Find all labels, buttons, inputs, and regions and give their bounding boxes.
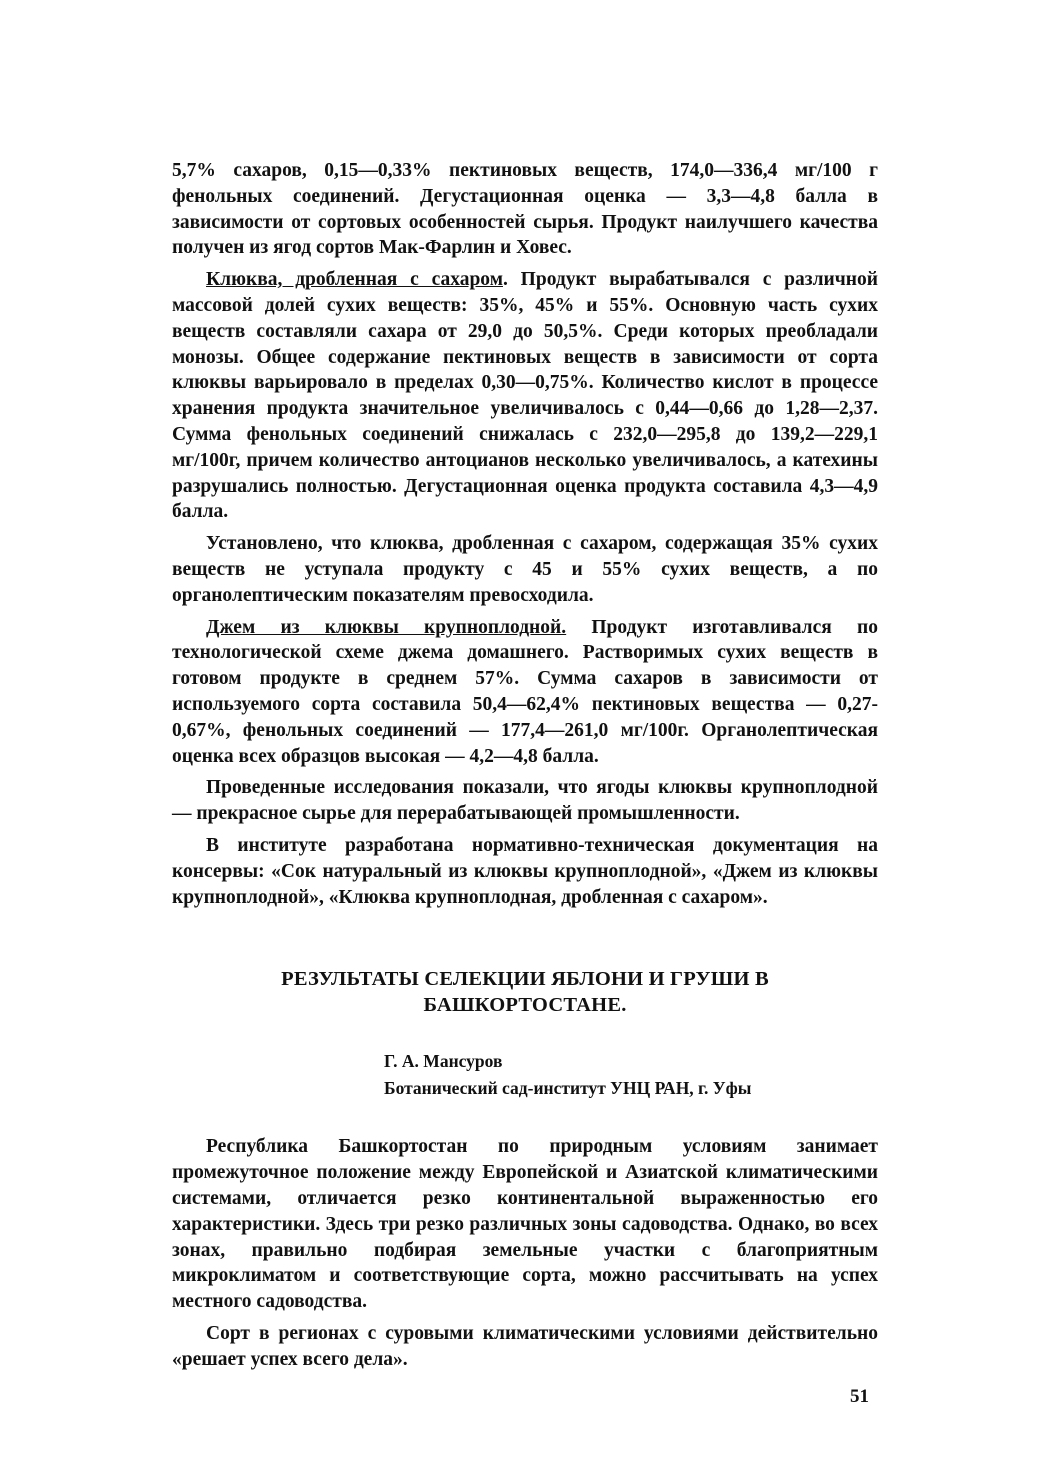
page-number: 51	[850, 1386, 869, 1407]
article-body	[172, 1134, 878, 1372]
article-title-line-1: РЕЗУЛЬТАТЫ СЕЛЕКЦИИ ЯБЛОНИ И ГРУШИ В	[281, 968, 769, 991]
article-paragraph-2: Сорт в регионах с суровыми климатическими условиями действительно «решает успех всего дела».	[172, 1322, 878, 1370]
article-paragraph-1: Республика Башкортостан по природным условиям занимает промежуточное положение между Европейской и Азиатской климатическими системами, отличается резко континентальной выраженностью его характеристики. Здесь три резко различных зоны садоводства. Однако, во всех зонах, правильно подбирая земельные участки с благоприятным микроклиматом и соответствующие сорта, можно рассчитывать на успех местного садоводства.	[172, 1136, 878, 1313]
paragraph-top-3	[172, 531, 878, 608]
paragraph-top-1	[172, 158, 878, 261]
paragraph-top-5	[172, 775, 878, 827]
paragraph-text: Установлено, что клюква, дробленная с сахаром, содержащая 35% сухих веществ не уступала продукту с 45 и 55% сухих веществ, а по органолептическим показателям превосходила.	[172, 533, 878, 606]
page-content	[172, 158, 878, 1372]
paragraph-text: Проведенные исследования показали, что ягоды клюквы крупноплодной — прекрасное сырье для перерабатывающей промышленности.	[172, 777, 878, 825]
paragraph-top-2	[172, 267, 878, 525]
author-block	[172, 1048, 878, 1102]
underlined-heading: Джем из клюквы крупноплодной.	[206, 616, 567, 638]
paragraph-top-4	[172, 615, 878, 770]
underlined-heading: Клюква, дробленная с сахаром	[206, 269, 503, 291]
paragraph-top-6	[172, 833, 878, 910]
paragraph-text: 5,7% сахаров, 0,15—0,33% пектиновых веществ, 174,0—336,4 мг/100 г фенольных соединений. Дегустационная оценка — 3,3—4,8 балла в зависимости от сортовых особенностей сырья. Продукт наилучшего качества получен из ягод сортов Мак-Фарлин и Ховес.	[172, 160, 878, 259]
paragraph-text: . Продукт вырабатывался с различной массовой долей сухих веществ: 35%, 45% и 55%. Основную часть сухих веществ составляли сахара от 29,0 до 50,5%. Среди которых преобладали монозы. Общее содержание пектиновых веществ в зависимости от сорта клюквы варьировало в пределах 0,30—0,75%. Количество кислот в процессе хранения продукта значительное увеличивалось с 0,44—0,66 до 1,28—2,37. Сумма фенольных соединений снижалась с 232,0—295,8 до 139,2—229,1 мг/100г, причем количество антоцианов несколько увеличивалось, а катехины разрушались полностью. Дегустационная оценка продукта составила 4,3—4,9 балла.	[172, 269, 879, 523]
paragraph-text: В институте разработана нормативно-техническая документация на консервы: «Сок натуральный из клюквы крупноплодной», «Джем из клюквы крупноплодной», «Клюква крупноплодная, дробленная с сахаром».	[172, 834, 878, 908]
article-title	[172, 966, 878, 1018]
author-affiliation: Ботанический сад-институт УНЦ РАН, г. Уфы	[384, 1078, 752, 1099]
author-name: Г. А. Мансуров	[384, 1051, 503, 1072]
paragraph-text: Продукт изготавливался по технологической схеме джема домашнего. Растворимых сухих веществ в готовом продукте в среднем 57%. Сумма сахаров в зависимости от используемого сорта составила 50,4—62,4% пектиновых вещества — 0,27-0,67%, фенольных соединений — 177,4—261,0 мг/100г. Органолептическая оценка всех образцов высокая — 4,2—4,8 балла.	[172, 616, 878, 767]
article-title-line-2: БАШКОРТОСТАНЕ.	[423, 994, 627, 1017]
